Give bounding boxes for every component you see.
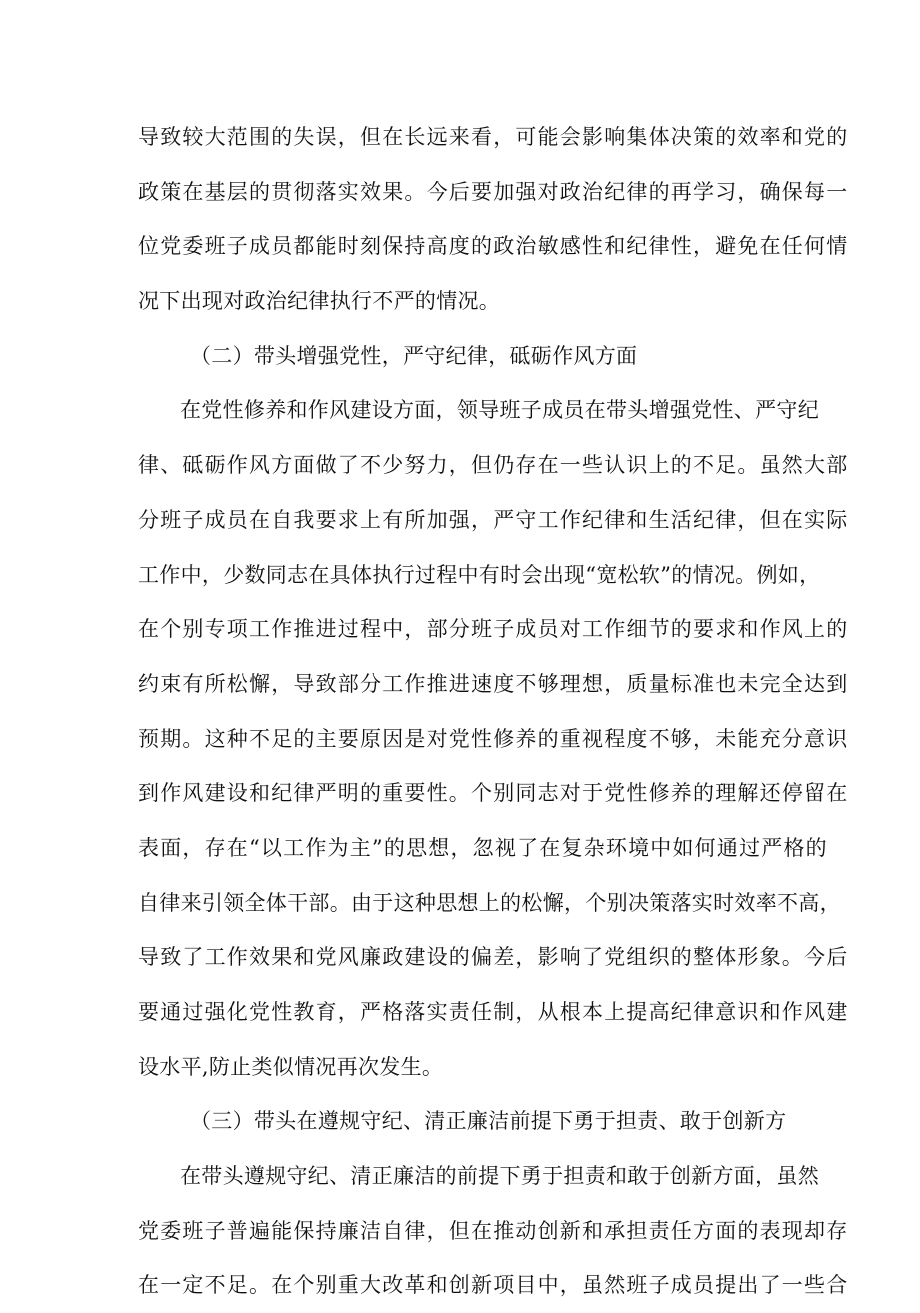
paragraph-line: 律、砥砺作风方面做了不少努力，但仍存在一些认识上的不足。虽然大部 [138,453,849,478]
paragraph-line: 自律来引领全体干部。由于这种思想上的松懈，个别决策落实时效率不高， [138,890,841,915]
paragraph-line: 在带头遵规守纪、清正廉洁的前提下勇于担责和敢于创新方面，虽然 [180,1164,819,1189]
paragraph-line: 预期。这种不足的主要原因是对党性修养的重视程度不够，未能充分意识 [138,726,849,751]
paragraph-line: 在党性修养和作风建设方面，领导班子成员在带头增强党性、严守纪 [180,398,819,423]
paragraph-line: 在一定不足。在个别重大改革和创新项目中，虽然班子成员提出了一些合 [138,1273,849,1298]
paragraph-line: 表面，存在“以工作为主”的思想，忽视了在复杂环境中如何通过严格的 [138,835,828,860]
paragraph-line: 约束有所松懈，导致部分工作推进速度不够理想，质量标准也未完全达到 [138,671,849,696]
paragraph-line: 设水平,防止类似情况再次发生。 [138,1054,444,1079]
paragraph-line: 导致较大范围的失误，但在长远来看，可能会影响集体决策的效率和党的 [138,125,849,149]
paragraph-line: 工作中，少数同志在具体执行过程中有时会出现“宽松软”的情况。例如， [138,562,821,587]
paragraph-line: 政策在基层的贯彻落实效果。今后要加强对政治纪律的再学习，确保每一 [138,179,849,204]
paragraph-line: 党委班子普遍能保持廉洁自律，但在推动创新和承担责任方面的表现却存 [138,1218,849,1243]
section-heading-3: （三）带头在遵规守纪、清正廉洁前提下勇于担责、敢于创新方 [190,1109,787,1134]
paragraph-line: 导致了工作效果和党风廉政建设的偏差，影响了党组织的整体形象。今后 [138,945,849,970]
document-page [138,110,849,1313]
section-heading-2: （二）带头增强党性，严守纪律，砥砺作风方面 [190,343,638,368]
paragraph-line: 在个别专项工作推进过程中，部分班子成员对工作细节的要求和作风上的 [138,617,849,642]
paragraph-line: 要通过强化党性教育，严格落实责任制，从根本上提高纪律意识和作风建 [138,1000,849,1024]
paragraph-line: 分班子成员在自我要求上有所加强，严守工作纪律和生活纪律，但在实际 [138,507,849,532]
paragraph-line: 到作风建设和纪律严明的重要性。个别同志对于党性修养的理解还停留在 [138,781,849,806]
paragraph-line: 况下出现对政治纪律执行不严的情况。 [138,289,501,314]
paragraph-line: 位党委班子成员都能时刻保持高度的政治敏感性和纪律性，避免在任何情 [138,234,849,259]
